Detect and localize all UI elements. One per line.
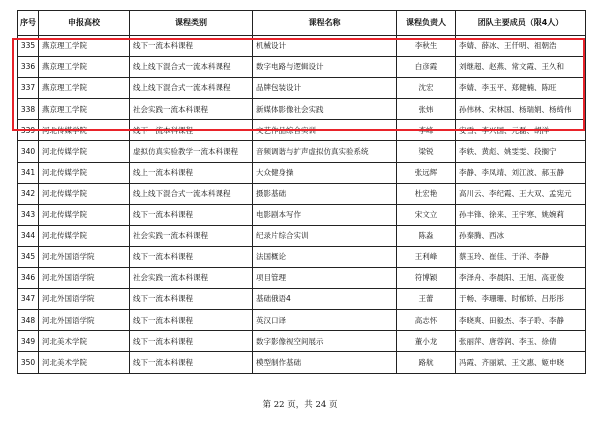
cell-course-category: 线下一流本科课程 — [130, 204, 253, 225]
cell-course-leader: 符博颖 — [397, 268, 456, 289]
cell-course-name: 音频调谐与扩声虚拟仿真实验系统 — [253, 141, 397, 162]
cell-index: 346 — [18, 268, 39, 289]
cell-course-category: 线下一流本科课程 — [130, 246, 253, 267]
cell-course-leader: 李秋生 — [397, 36, 456, 57]
cell-course-leader: 沈宏 — [397, 78, 456, 99]
cell-course-name: 文艺作品综合实训 — [253, 120, 397, 141]
cell-index: 338 — [18, 99, 39, 120]
courses-table — [17, 10, 586, 374]
cell-course-name: 摄影基础 — [253, 183, 397, 204]
header-university: 申报高校 — [39, 11, 130, 36]
cell-course-leader: 路航 — [397, 352, 456, 373]
cell-course-leader: 白彦霞 — [397, 57, 456, 78]
page-footer: 第 22 页，共 24 页 — [262, 400, 338, 410]
cell-course-name: 模型制作基础 — [253, 352, 397, 373]
cell-index: 349 — [18, 331, 39, 352]
cell-team-members: 李泽舟、李晨阳、王旭、高亚俊 — [456, 268, 586, 289]
cell-university: 河北美术学院 — [39, 331, 130, 352]
cell-course-name: 英汉口译 — [253, 310, 397, 331]
cell-course-category: 线上线下混合式一流本科课程 — [130, 183, 253, 204]
cell-course-leader: 宋文立 — [397, 204, 456, 225]
header-team-members: 团队主要成员（限4人） — [456, 11, 586, 36]
cell-university: 河北传媒学院 — [39, 204, 130, 225]
cell-index: 341 — [18, 162, 39, 183]
table-body — [18, 36, 586, 374]
cell-team-members: 李婧、李玉平、郑健楠、陈旺 — [456, 78, 586, 99]
table-row — [18, 99, 586, 120]
cell-university: 河北传媒学院 — [39, 183, 130, 204]
cell-university: 河北传媒学院 — [39, 120, 130, 141]
cell-team-members: 李静、李凤靖、刘江波、郝玉静 — [456, 162, 586, 183]
table-row — [18, 162, 586, 183]
cell-index: 350 — [18, 352, 39, 373]
cell-index: 348 — [18, 310, 39, 331]
cell-course-name: 品牌包装设计 — [253, 78, 397, 99]
cell-course-leader: 梁锐 — [397, 141, 456, 162]
table-row — [18, 120, 586, 141]
table-row — [18, 310, 586, 331]
cell-course-leader: 董小龙 — [397, 331, 456, 352]
cell-university: 河北外国语学院 — [39, 310, 130, 331]
table-row — [18, 289, 586, 310]
cell-team-members: 张丽萍、唐蓉润、李玉、徐倩 — [456, 331, 586, 352]
table-row — [18, 204, 586, 225]
table-row — [18, 183, 586, 204]
cell-team-members: 高川云、李纪霞、王大双、孟宪元 — [456, 183, 586, 204]
table-row — [18, 57, 586, 78]
cell-course-name: 大众健身操 — [253, 162, 397, 183]
cell-university: 河北外国语学院 — [39, 289, 130, 310]
cell-course-leader: 王蕾 — [397, 289, 456, 310]
cell-course-category: 线上一流本科课程 — [130, 162, 253, 183]
cell-course-category: 线上线下混合式一流本科课程 — [130, 78, 253, 99]
cell-course-name: 电影剧本写作 — [253, 204, 397, 225]
cell-index: 340 — [18, 141, 39, 162]
cell-index: 344 — [18, 225, 39, 246]
cell-university: 河北传媒学院 — [39, 225, 130, 246]
cell-university: 河北传媒学院 — [39, 162, 130, 183]
table-row — [18, 246, 586, 267]
table-row — [18, 36, 586, 57]
cell-course-name: 项目管理 — [253, 268, 397, 289]
header-course-name: 课程名称 — [253, 11, 397, 36]
cell-course-category: 线下一流本科课程 — [130, 352, 253, 373]
cell-course-name: 法国概论 — [253, 246, 397, 267]
cell-university: 河北外国语学院 — [39, 268, 130, 289]
cell-course-name: 数字影像视空间展示 — [253, 331, 397, 352]
header-row — [18, 11, 586, 36]
cell-course-name: 机械设计 — [253, 36, 397, 57]
header-course-category: 课程类别 — [130, 11, 253, 36]
table-header — [18, 11, 586, 36]
cell-university: 河北传媒学院 — [39, 141, 130, 162]
table-row — [18, 225, 586, 246]
cell-course-name: 新媒体影像社会实践 — [253, 99, 397, 120]
cell-course-category: 社会实践一流本科课程 — [130, 99, 253, 120]
cell-course-leader: 李峰 — [397, 120, 456, 141]
cell-team-members: 孙秦腾、西冰 — [456, 225, 586, 246]
cell-index: 345 — [18, 246, 39, 267]
cell-course-leader: 王利峰 — [397, 246, 456, 267]
cell-index: 336 — [18, 57, 39, 78]
cell-course-category: 线下一流本科课程 — [130, 310, 253, 331]
table-row — [18, 268, 586, 289]
header-course-leader: 课程负责人 — [397, 11, 456, 36]
cell-team-members: 于畅、李珊珊、时郁娇、吕彤彤 — [456, 289, 586, 310]
cell-course-name: 基础俄语4 — [253, 289, 397, 310]
table-row — [18, 78, 586, 99]
cell-team-members: 李轶、黄彪、姚雯雯、段搁宁 — [456, 141, 586, 162]
cell-index: 339 — [18, 120, 39, 141]
cell-university: 燕京理工学院 — [39, 36, 130, 57]
cell-team-members: 孙伟林、宋林国、杨瑞娟、杨绮伟 — [456, 99, 586, 120]
cell-course-leader: 陈淼 — [397, 225, 456, 246]
cell-university: 燕京理工学院 — [39, 99, 130, 120]
cell-university: 河北美术学院 — [39, 352, 130, 373]
cell-course-category: 线下一流本科课程 — [130, 331, 253, 352]
cell-team-members: 孙丰锋、徐来、王宇寒、姚婉莉 — [456, 204, 586, 225]
cell-university: 河北外国语学院 — [39, 246, 130, 267]
cell-index: 347 — [18, 289, 39, 310]
cell-course-category: 线下一流本科课程 — [130, 36, 253, 57]
cell-team-members: 冯霞、齐丽斌、王文惠、姬申晓 — [456, 352, 586, 373]
cell-course-name: 数字电路与逻辑设计 — [253, 57, 397, 78]
cell-index: 337 — [18, 78, 39, 99]
cell-course-category: 线下一流本科课程 — [130, 120, 253, 141]
cell-course-leader: 高志怀 — [397, 310, 456, 331]
cell-course-category: 线下一流本科课程 — [130, 289, 253, 310]
cell-index: 335 — [18, 36, 39, 57]
cell-team-members: 刘继超、赵燕、常文霞、王久和 — [456, 57, 586, 78]
cell-team-members: 蔡玉玲、崔佳、于洋、李静 — [456, 246, 586, 267]
cell-index: 343 — [18, 204, 39, 225]
cell-course-leader: 张远辉 — [397, 162, 456, 183]
cell-team-members: 安雪、李兴国、元磊、胡洋 — [456, 120, 586, 141]
cell-course-name: 纪录片综合实训 — [253, 225, 397, 246]
cell-course-leader: 杜宏艳 — [397, 183, 456, 204]
cell-course-category: 社会实践一流本科课程 — [130, 268, 253, 289]
cell-course-category: 虚拟仿真实验教学一流本科课程 — [130, 141, 253, 162]
cell-index: 342 — [18, 183, 39, 204]
cell-university: 燕京理工学院 — [39, 78, 130, 99]
table-row — [18, 331, 586, 352]
table-row — [18, 352, 586, 373]
cell-course-category: 线上线下混合式一流本科课程 — [130, 57, 253, 78]
cell-team-members: 李婧、薛冰、王仟明、祖朝浩 — [456, 36, 586, 57]
table-row — [18, 141, 586, 162]
cell-university: 燕京理工学院 — [39, 57, 130, 78]
cell-course-leader: 张炜 — [397, 99, 456, 120]
header-index: 序号 — [18, 11, 39, 36]
cell-team-members: 李晓爽、田毅杰、李子聆、李静 — [456, 310, 586, 331]
cell-course-category: 社会实践一流本科课程 — [130, 225, 253, 246]
